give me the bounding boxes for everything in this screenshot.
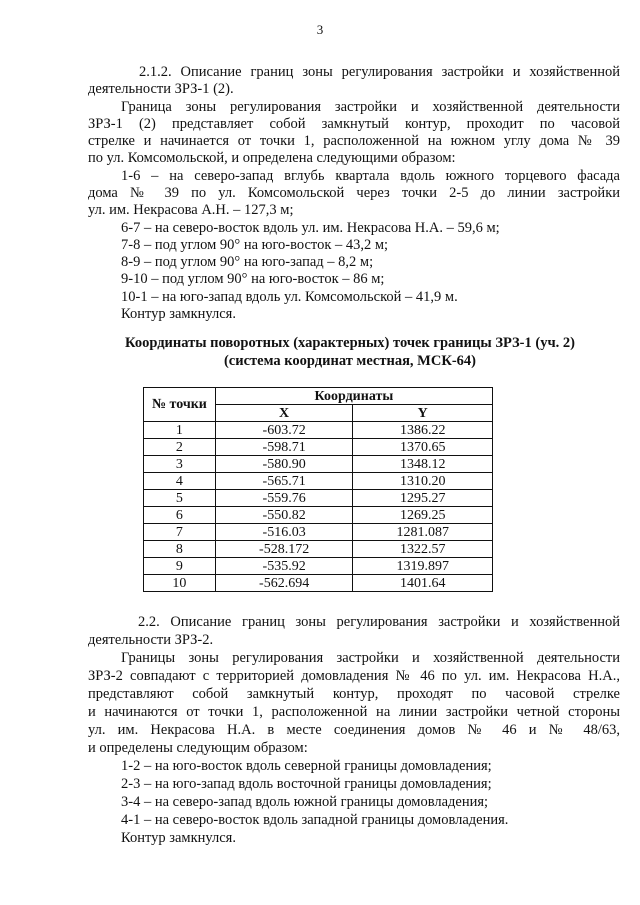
cell-point: 10 xyxy=(144,575,216,592)
cell-point: 1 xyxy=(144,422,216,439)
table-row xyxy=(144,507,493,524)
header-coordinates: Координаты xyxy=(215,388,492,405)
boundary-item: 2-3 – на юго-запад вдоль восточной границы домовладения; xyxy=(121,776,492,792)
cell-point: 4 xyxy=(144,473,216,490)
boundary-item: дома № 39 по ул. Комсомольской через точки 2-5 до линии застройки xyxy=(88,185,620,201)
section-212-intro-line: ЗРЗ-1 (2) представляет собой замкнутый контур, проходит по часовой xyxy=(88,116,620,132)
table-row xyxy=(144,524,493,541)
boundary-item: 8-9 – под углом 90° на юго-запад – 8,2 м; xyxy=(121,254,374,270)
table-row xyxy=(144,558,493,575)
cell-y: 1319.897 xyxy=(353,558,493,575)
section-22-heading-cont: деятельности ЗРЗ-2. xyxy=(88,632,214,648)
cell-point: 8 xyxy=(144,541,216,558)
boundary-item: ул. им. Некрасова А.Н. – 127,3 м; xyxy=(88,202,294,218)
cell-point: 2 xyxy=(144,439,216,456)
cell-x: -535.92 xyxy=(215,558,353,575)
cell-x: -550.82 xyxy=(215,507,353,524)
cell-y: 1322.57 xyxy=(353,541,493,558)
section-22-intro-line: представляют собой замкнутый контур, проходят по часовой стрелке xyxy=(88,686,620,702)
boundary-item: 4-1 – на северо-восток вдоль западной границы домовладения. xyxy=(121,812,509,828)
boundary-item: 7-8 – под углом 90° на юго-восток – 43,2 м; xyxy=(121,237,389,253)
table-subtitle: (система координат местная, МСК-64) xyxy=(223,353,477,369)
table-row xyxy=(144,575,493,592)
boundary-item: 1-2 – на юго-восток вдоль северной границы домовладения; xyxy=(121,758,492,774)
header-point-number: № точки xyxy=(144,388,216,422)
cell-x: -603.72 xyxy=(215,422,353,439)
cell-y: 1310.20 xyxy=(353,473,493,490)
cell-x: -516.03 xyxy=(215,524,353,541)
cell-y: 1386.22 xyxy=(353,422,493,439)
cell-y: 1269.25 xyxy=(353,507,493,524)
table-row xyxy=(144,541,493,558)
table-row xyxy=(144,456,493,473)
section-212-closing: Контур замкнулся. xyxy=(121,306,236,322)
page-number: 3 xyxy=(316,22,324,37)
boundary-item: 10-1 – на юго-запад вдоль ул. Комсомольской – 41,9 м. xyxy=(121,289,458,305)
cell-x: -559.76 xyxy=(215,490,353,507)
table-title: Координаты поворотных (характерных) точек границы ЗРЗ-1 (уч. 2) xyxy=(125,335,575,351)
section-22-intro-line: ул. им. Некрасова Н.А. в месте соединения домов № 46 и № 48/63, xyxy=(88,722,620,738)
cell-point: 9 xyxy=(144,558,216,575)
table-row xyxy=(144,439,493,456)
cell-x: -580.90 xyxy=(215,456,353,473)
section-212-intro-line: по ул. Комсомольской, и определена следующими образом: xyxy=(88,150,456,166)
section-22-heading: 2.2. Описание границ зоны регулирования застройки и хозяйственной xyxy=(138,614,620,630)
header-y: Y xyxy=(353,405,493,422)
section-212-heading: 2.1.2. Описание границ зоны регулирования застройки и хозяйственной xyxy=(139,64,620,80)
section-22-intro-line: и начинаются от точки 1, расположенной на линии застройки четной стороны xyxy=(88,704,620,720)
section-212-intro-line: Граница зоны регулирования застройки и хозяйственной деятельности xyxy=(121,99,620,115)
cell-y: 1401.64 xyxy=(353,575,493,592)
boundary-item: 9-10 – под углом 90° на юго-восток – 86 м; xyxy=(121,271,385,287)
cell-y: 1281.087 xyxy=(353,524,493,541)
boundary-item: 3-4 – на северо-запад вдоль южной границы домовладения; xyxy=(121,794,489,810)
cell-x: -562.694 xyxy=(215,575,353,592)
section-22-intro-line: Границы зоны регулирования застройки и хозяйственной деятельности xyxy=(121,650,620,666)
coordinates-table xyxy=(143,387,493,592)
section-212-intro-line: стрелке и начинается от точки 1, расположенной на южном углу дома № 39 xyxy=(88,133,620,149)
boundary-item: 6-7 – на северо-восток вдоль ул. им. Некрасова Н.А. – 59,6 м; xyxy=(121,220,500,236)
section-212-heading-cont: деятельности ЗРЗ-1 (2). xyxy=(88,81,234,97)
cell-y: 1348.12 xyxy=(353,456,493,473)
table-row xyxy=(144,473,493,490)
cell-point: 5 xyxy=(144,490,216,507)
cell-point: 3 xyxy=(144,456,216,473)
cell-point: 7 xyxy=(144,524,216,541)
table-row xyxy=(144,490,493,507)
section-22-closing: Контур замкнулся. xyxy=(121,830,236,846)
cell-x: -598.71 xyxy=(215,439,353,456)
cell-x: -565.71 xyxy=(215,473,353,490)
cell-point: 6 xyxy=(144,507,216,524)
table-row xyxy=(144,422,493,439)
section-22-intro-line: и определены следующим образом: xyxy=(88,740,308,756)
section-22-intro-line: ЗРЗ-2 совпадают с территорией домовладения № 46 по ул. им. Некрасова Н.А., xyxy=(88,668,620,684)
header-x: X xyxy=(215,405,353,422)
cell-y: 1370.65 xyxy=(353,439,493,456)
boundary-item: 1-6 – на северо-запад вглубь квартала вдоль южного торцевого фасада xyxy=(121,168,620,184)
cell-x: -528.172 xyxy=(215,541,353,558)
cell-y: 1295.27 xyxy=(353,490,493,507)
